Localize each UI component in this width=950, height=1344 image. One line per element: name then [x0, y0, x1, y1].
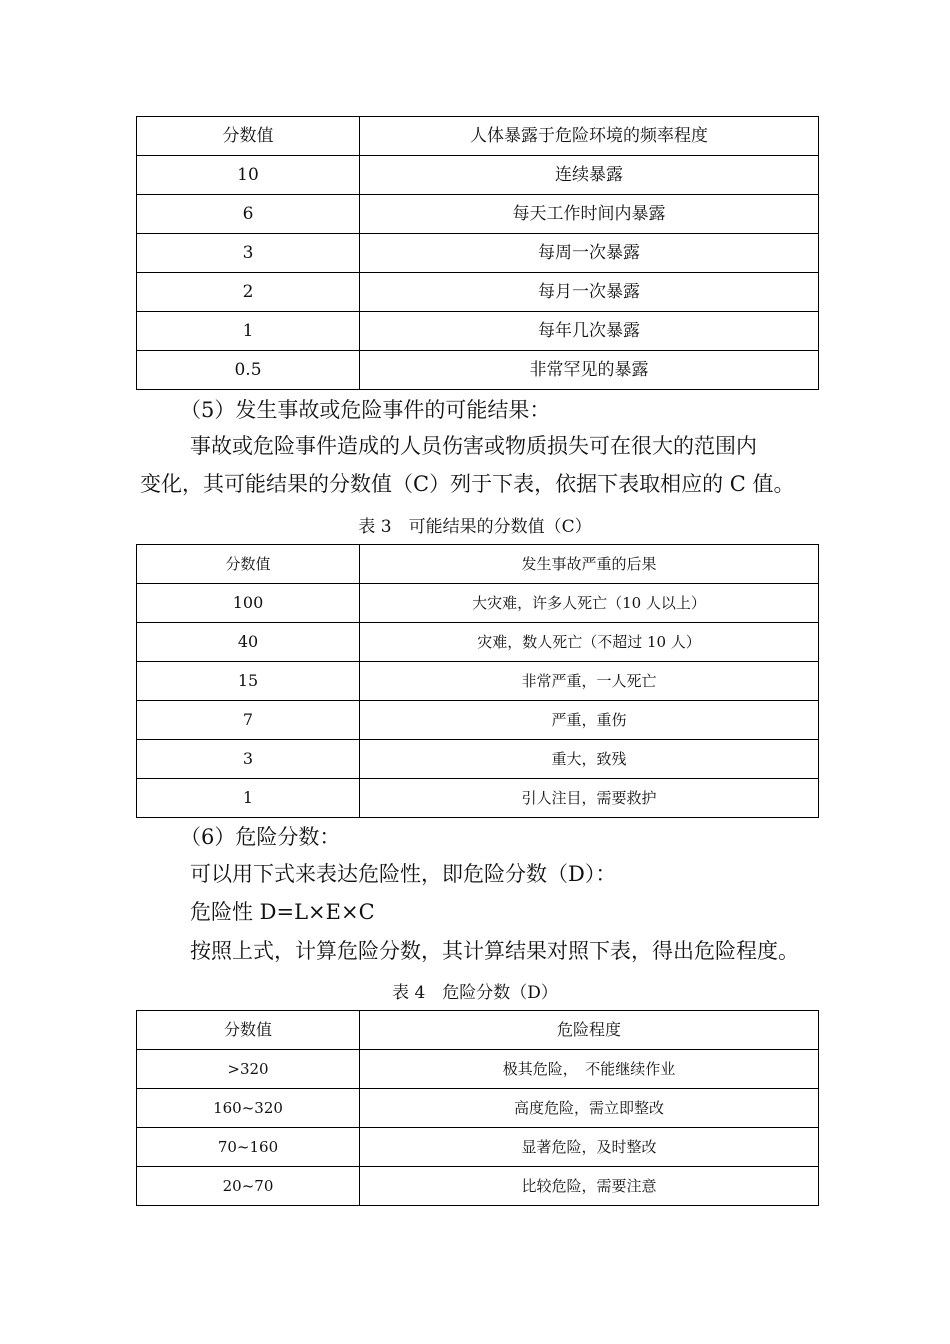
- score-cell: 6: [137, 195, 360, 234]
- table-row: [137, 1128, 819, 1167]
- description-cell: 连续暴露: [360, 156, 819, 195]
- score-cell: 15: [137, 662, 360, 701]
- description-cell: 大灾难，许多人死亡（10 人以上）: [360, 584, 819, 623]
- score-cell: 20~70: [137, 1167, 360, 1206]
- risk-formula: 危险性 D=L×E×C: [190, 900, 375, 924]
- table-row: [137, 195, 819, 234]
- description-cell: 非常罕见的暴露: [360, 351, 819, 390]
- score-cell: 7: [137, 701, 360, 740]
- description-cell: 每月一次暴露: [360, 273, 819, 312]
- header-consequence: 发生事故严重的后果: [360, 545, 819, 584]
- exposure-frequency-table: [136, 116, 819, 390]
- table-row: [137, 584, 819, 623]
- header-exposure-frequency: 人体暴露于危险环境的频率程度: [360, 117, 819, 156]
- description-cell: 每周一次暴露: [360, 234, 819, 273]
- description-cell: 严重，重伤: [360, 701, 819, 740]
- score-cell: 3: [137, 234, 360, 273]
- table-row: [137, 1050, 819, 1089]
- description-cell: 比较危险，需要注意: [360, 1167, 819, 1206]
- section-6-line-3: 按照上式，计算危险分数，其计算结果对照下表，得出危险程度。: [190, 939, 799, 963]
- section-6-line-1: 可以用下式来表达危险性，即危险分数（D）：: [190, 862, 617, 886]
- score-cell: 160~320: [137, 1089, 360, 1128]
- table-header-row: [137, 1011, 819, 1050]
- table-row: [137, 623, 819, 662]
- table-4-caption: 表 4 危险分数（D）: [392, 983, 558, 1003]
- description-cell: 灾难，数人死亡（不超过 10 人）: [360, 623, 819, 662]
- table-row: [137, 740, 819, 779]
- score-cell: 0.5: [137, 351, 360, 390]
- section-6-heading: （6）危险分数：: [180, 825, 341, 849]
- table-row: [137, 312, 819, 351]
- table-row: [137, 701, 819, 740]
- table-row: [137, 662, 819, 701]
- table-3-caption: 表 3 可能结果的分数值（C）: [358, 517, 592, 537]
- table-header-row: [137, 117, 819, 156]
- table-row: [137, 234, 819, 273]
- score-cell: >320: [137, 1050, 360, 1089]
- description-cell: 高度危险，需立即整改: [360, 1089, 819, 1128]
- header-score: 分数值: [137, 1011, 360, 1050]
- score-cell: 1: [137, 779, 360, 818]
- risk-score-table: [136, 1010, 819, 1206]
- table-row: [137, 273, 819, 312]
- score-cell: 100: [137, 584, 360, 623]
- table-header-row: [137, 545, 819, 584]
- description-cell: 重大，致残: [360, 740, 819, 779]
- description-cell: 非常严重，一人死亡: [360, 662, 819, 701]
- score-cell: 3: [137, 740, 360, 779]
- score-cell: 10: [137, 156, 360, 195]
- score-cell: 1: [137, 312, 360, 351]
- description-cell: 每年几次暴露: [360, 312, 819, 351]
- table-row: [137, 351, 819, 390]
- description-cell: 引人注目，需要救护: [360, 779, 819, 818]
- score-cell: 2: [137, 273, 360, 312]
- section-5-heading: （5）发生事故或危险事件的可能结果：: [180, 398, 551, 422]
- section-5-body-line-2: 变化，其可能结果的分数值（C）列于下表，依据下表取相应的 C 值。: [140, 472, 795, 496]
- section-5-body-line-1: 事故或危险事件造成的人员伤害或物质损失可在很大的范围内: [190, 434, 757, 458]
- table-row: [137, 779, 819, 818]
- header-risk-level: 危险程度: [360, 1011, 819, 1050]
- description-cell: 显著危险，及时整改: [360, 1128, 819, 1167]
- consequence-table: [136, 544, 819, 818]
- description-cell: 每天工作时间内暴露: [360, 195, 819, 234]
- table-row: [137, 1089, 819, 1128]
- score-cell: 70~160: [137, 1128, 360, 1167]
- header-score: 分数值: [137, 117, 360, 156]
- header-score: 分数值: [137, 545, 360, 584]
- score-cell: 40: [137, 623, 360, 662]
- table-row: [137, 156, 819, 195]
- description-cell: 极其危险， 不能继续作业: [360, 1050, 819, 1089]
- table-row: [137, 1167, 819, 1206]
